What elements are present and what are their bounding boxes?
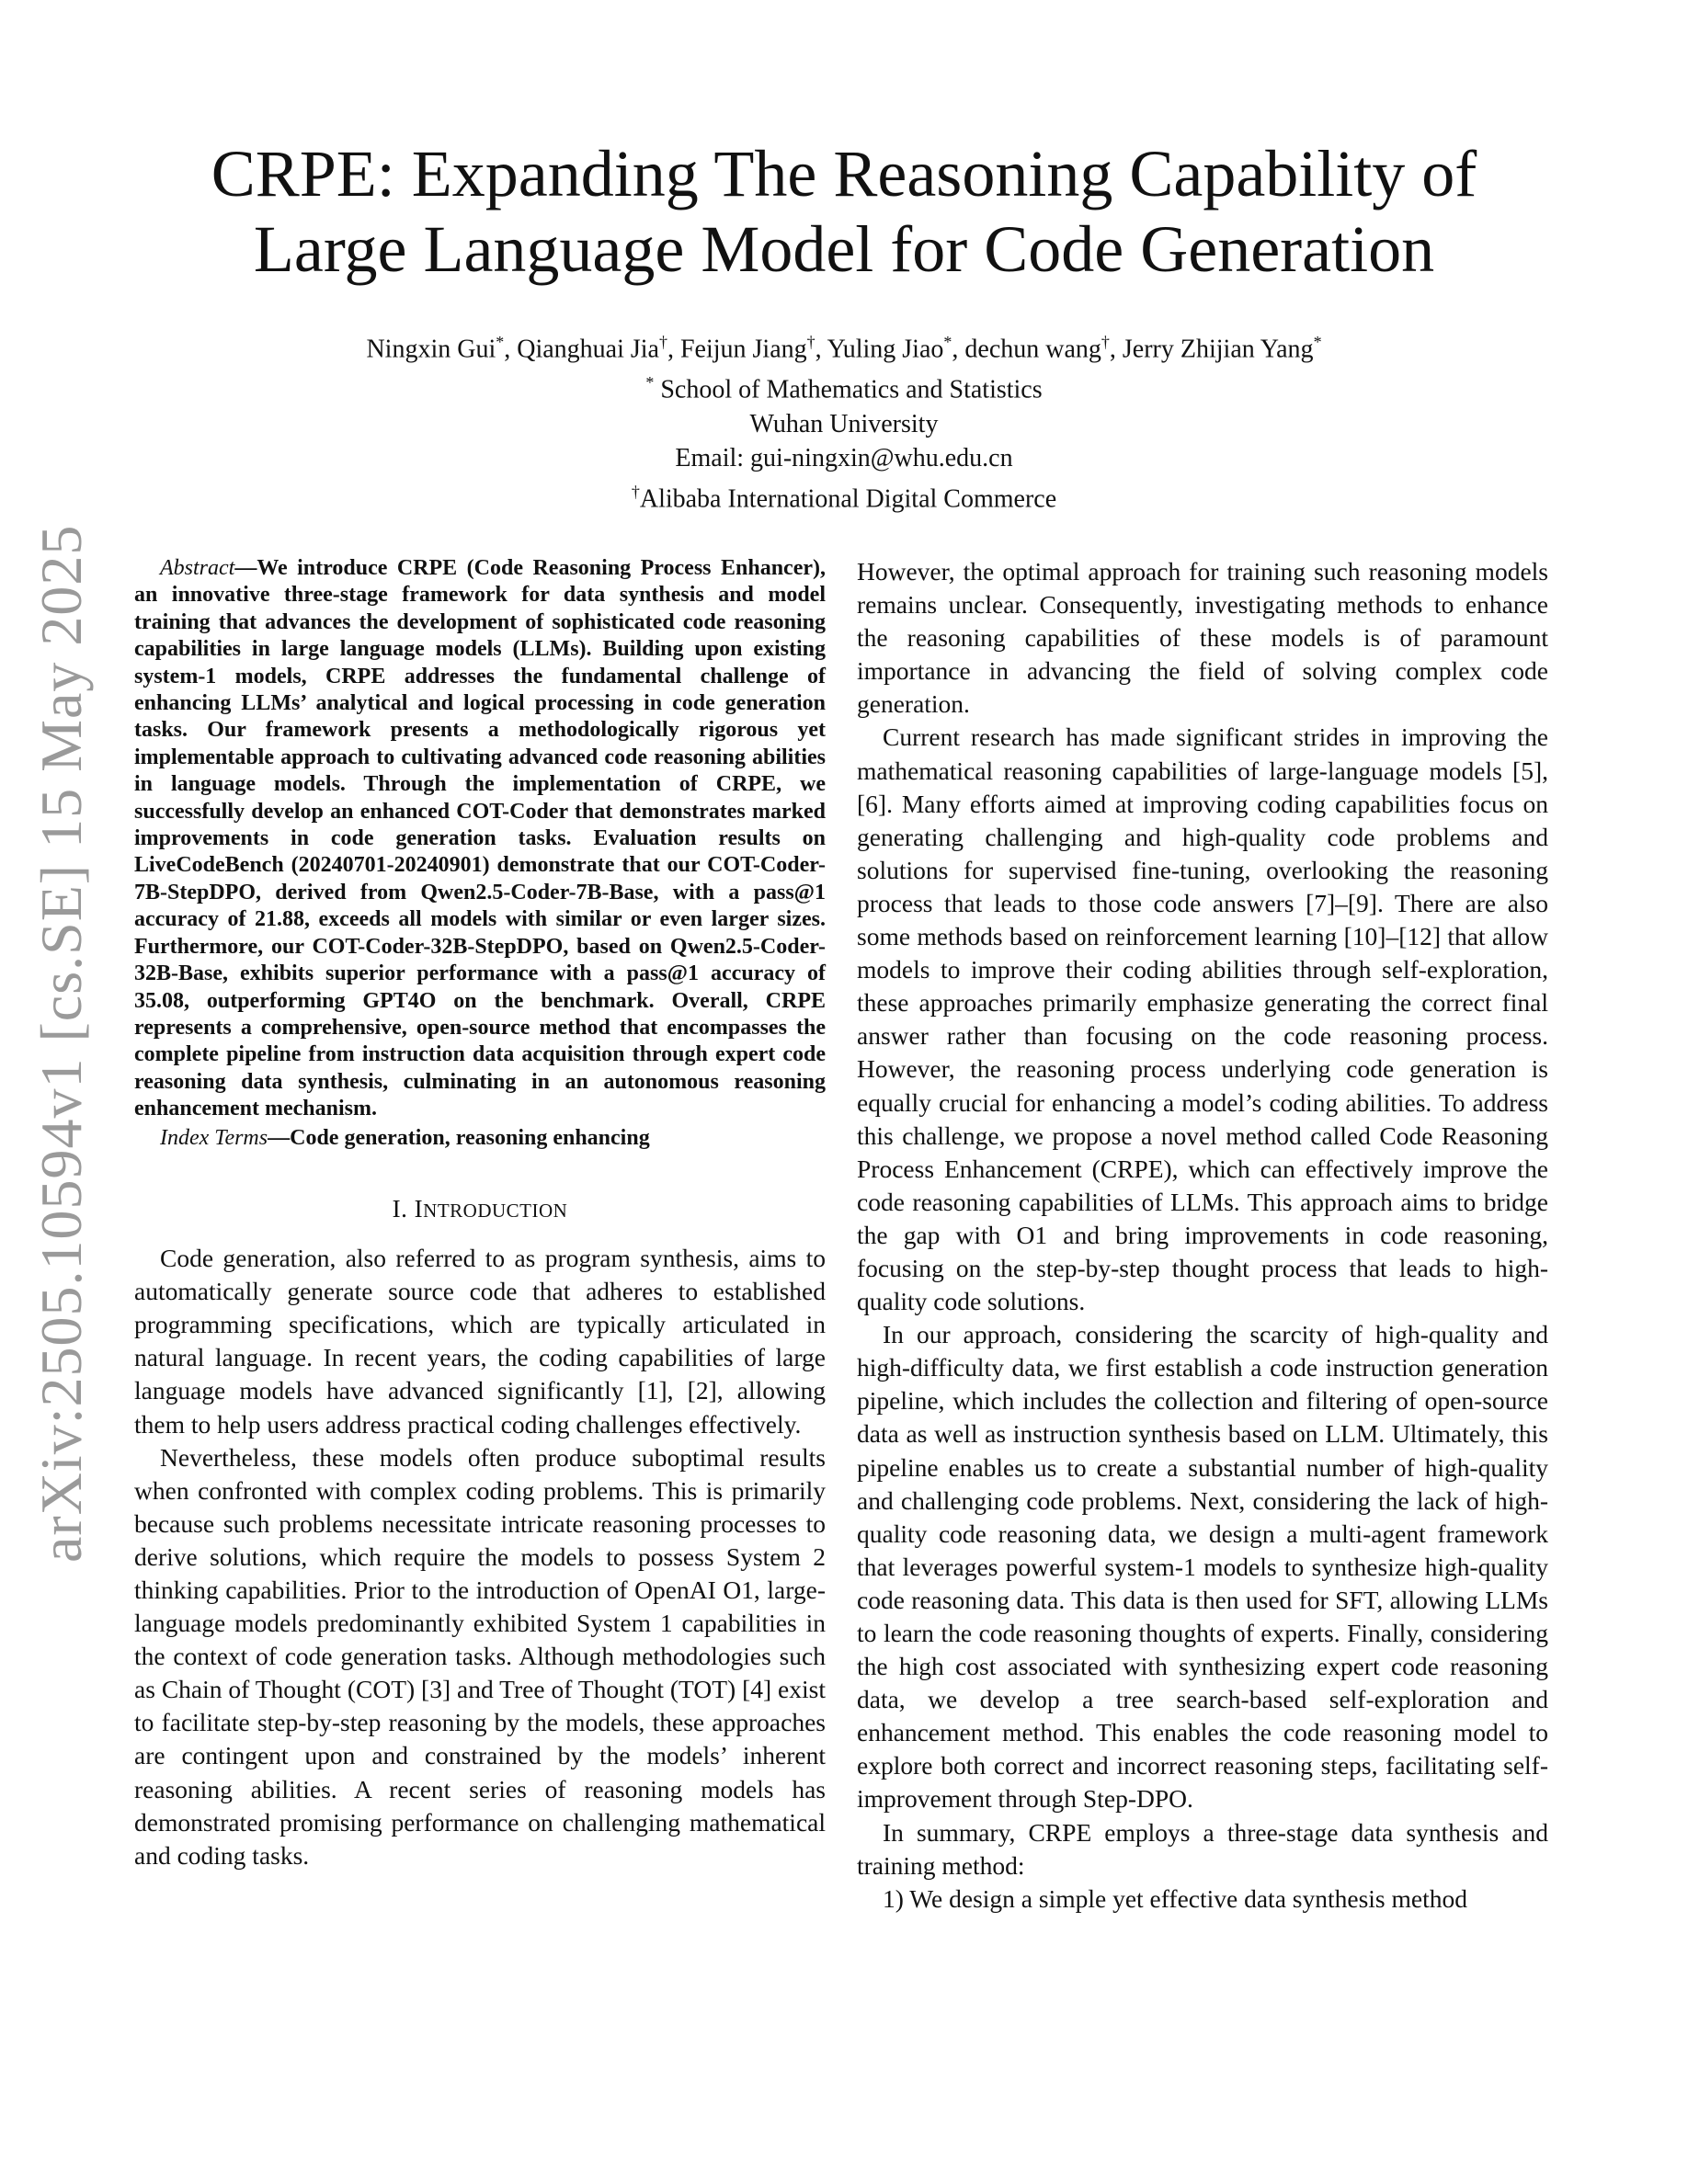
abstract-label: Abstract xyxy=(160,556,235,580)
paragraph: Current research has made significant strides in improving the mathematical reasoning capabilities of large-language models [5], [6]. Many efforts aimed at improving coding capabilities focus on generating challenging and high-quality code problems and solutions for supervised fine-tuning, overlooking the reasoning process that leads to those code answers [7]–[9]. There are also some methods based on reinforcement learning [10]–[12] that allow models to improve their coding abilities through self-exploration, these approaches primarily emphasize generating the correct final answer rather than focusing on the code reasoning process. However, the reasoning process underlying code generation is equally crucial for enhancing a model’s coding abilities. To address this challenge, we propose a novel method called Code Reasoning Process Enhancement (CRPE), which can effectively improve the code reasoning capabilities of LLMs. This approach aims to bridge the gap with O1 and bring improvements in code reasoning, focusing on the step-by-step thought process that leads to high-quality code solutions. xyxy=(857,722,1548,1316)
author-block xyxy=(138,325,1550,516)
section-heading-introduction xyxy=(134,1192,826,1227)
author-name: dechun wang xyxy=(964,335,1101,364)
paragraph: However, the optimal approach for training such reasoning models remains unclear. Consequently, investigating methods to enhance the reasoning capabilities of these models is of paramount importance in advancing the field of solving complex code generation. xyxy=(857,557,1548,719)
section-title-initial: I xyxy=(414,1194,424,1223)
affiliation-2 xyxy=(138,475,1550,516)
affiliation-2-name: Alibaba International Digital Commerce xyxy=(639,483,1057,513)
author-mark: * xyxy=(943,333,952,351)
paragraph: Nevertheless, these models often produce suboptimal results when confronted with complex coding problems. This is primarily because such problems necessitate intricate reasoning processes to derive solutions, which require the models to possess System 2 thinking capabilities. Prior to the introduction of OpenAI O1, large-language models predominantly exhibited System 1 capabilities in the context of code generation tasks. Although methodologies such as Chain of Thought (COT) [3] and Tree of Thought (TOT) [4] exist to facilitate step-by-step reasoning by the models, these approaches are contingent upon and constrained by the models’ inherent reasoning abilities. A recent series of reasoning models has demonstrated promising performance on challenging mathematical and coding tasks. xyxy=(134,1442,826,1870)
author-name: Yuling Jiao xyxy=(827,335,944,364)
list-item: 1) We design a simple yet effective data synthesis method xyxy=(883,1883,1467,1913)
title-line-2: Large Language Model for Code Generation xyxy=(253,212,1435,286)
author-list: Ningxin Gui*, Qianghuai Jia†, Feijun Jiang†, Yuling Jiao*, dechun wang†, Jerry Zhijian Yang* xyxy=(366,333,1322,364)
paragraph: Code generation, also referred to as program synthesis, aims to automatically generate source code that adheres to established programming specifications, which are typically articulated in natural language. In recent years, the coding capabilities of large language models have advanced significantly [1], [2], allowing them to help users address practical coding challenges effectively. xyxy=(134,1244,826,1439)
paragraph: In our approach, considering the scarcity of high-quality and high-difficulty data, we first establish a code instruction generation pipeline, which includes the collection and filtering of open-source data as well as instruction synthesis based on LLM. Ultimately, this pipeline enables us to create a substantial number of high-quality and challenging code problems. Next, considering the lack of high-quality code reasoning data, we design a multi-agent framework that leverages powerful system-1 models to synthesize high-quality code reasoning data. This data is then used for SFT, allowing LLMs to learn the code reasoning thoughts of experts. Finally, considering the high cost associated with synthesizing expert code reasoning data, we develop a tree search-based self-exploration and enhancement method. This enables the code reasoning model to explore both correct and incorrect reasoning steps, facilitating self-improvement through Step-DPO. xyxy=(857,1320,1548,1814)
author-mark: † xyxy=(1101,333,1110,351)
author-name: Jerry Zhijian Yang xyxy=(1122,335,1314,364)
index-terms-label: Index Terms xyxy=(160,1125,268,1150)
arxiv-identifier: arXiv:2505.10594v1 [cs.SE] 15 May 2025 xyxy=(29,524,94,1563)
abstract xyxy=(134,555,826,1123)
section-title-rest: NTRODUCTION xyxy=(423,1199,568,1222)
paragraph: In summary, CRPE employs a three-stage data synthesis and training method: xyxy=(857,1817,1548,1880)
affiliation-1-name: School of Mathematics and Statistics xyxy=(660,375,1043,404)
author-mark: † xyxy=(658,333,667,351)
author-email: Email: gui-ningxin@whu.edu.cn xyxy=(675,443,1013,472)
paper-title xyxy=(138,136,1550,287)
author-mark: * xyxy=(1313,333,1322,351)
section-number: I. xyxy=(392,1194,415,1223)
index-terms-text: —Code generation, reasoning enhancing xyxy=(268,1125,650,1150)
author-name: Feijun Jiang xyxy=(679,335,807,364)
author-mark: * xyxy=(496,333,505,351)
author-name: Ningxin Gui xyxy=(366,335,496,364)
affiliation-2-mark: † xyxy=(631,482,640,501)
author-mark: † xyxy=(806,333,815,351)
author-name: Qianghuai Jia xyxy=(517,335,659,364)
title-line-1: CRPE: Expanding The Reasoning Capability of xyxy=(211,137,1477,210)
abstract-text: —We introduce CRPE (Code Reasoning Process Enhancer), an innovative three-stage framework for data synthesis and model training that advances the development of sophisticated code reasoning capabilities in large language models (LLMs). Building upon existing system-1 models, CRPE addresses the fundamental challenge of enhancing LLMs’ analytical and logical processing in code generation tasks. Our framework presents a methodologically rigorous yet implementable approach to cultivating advanced code reasoning abilities in language models. Through the implementation of CRPE, we successfully develop an enhanced COT-Coder that demonstrates marked improvements in code generation tasks. Evaluation results on LiveCodeBench (20240701-20240901) demonstrate that our COT-Coder-7B-StepDPO, derived from Qwen2.5-Coder-7B-Base, with a pass@1 accuracy of 21.88, exceeds all models with similar or even larger sizes. Furthermore, our COT-Coder-32B-StepDPO, based on Qwen2.5-Coder-32B-Base, exhibits superior performance with a pass@1 accuracy of 35.08, outperforming GPT4O on the benchmark. Overall, CRPE represents a comprehensive, open-source method that encompasses the complete pipeline from instruction data acquisition through expert code reasoning data synthesis, culminating in an autonomous reasoning enhancement mechanism. xyxy=(134,556,826,1121)
affiliation-1 xyxy=(138,366,1550,406)
affiliation-1-university: Wuhan University xyxy=(749,409,939,438)
left-column xyxy=(134,555,826,1872)
affiliation-1-mark: * xyxy=(645,373,655,392)
index-terms xyxy=(134,1125,826,1152)
right-column xyxy=(857,555,1548,1916)
